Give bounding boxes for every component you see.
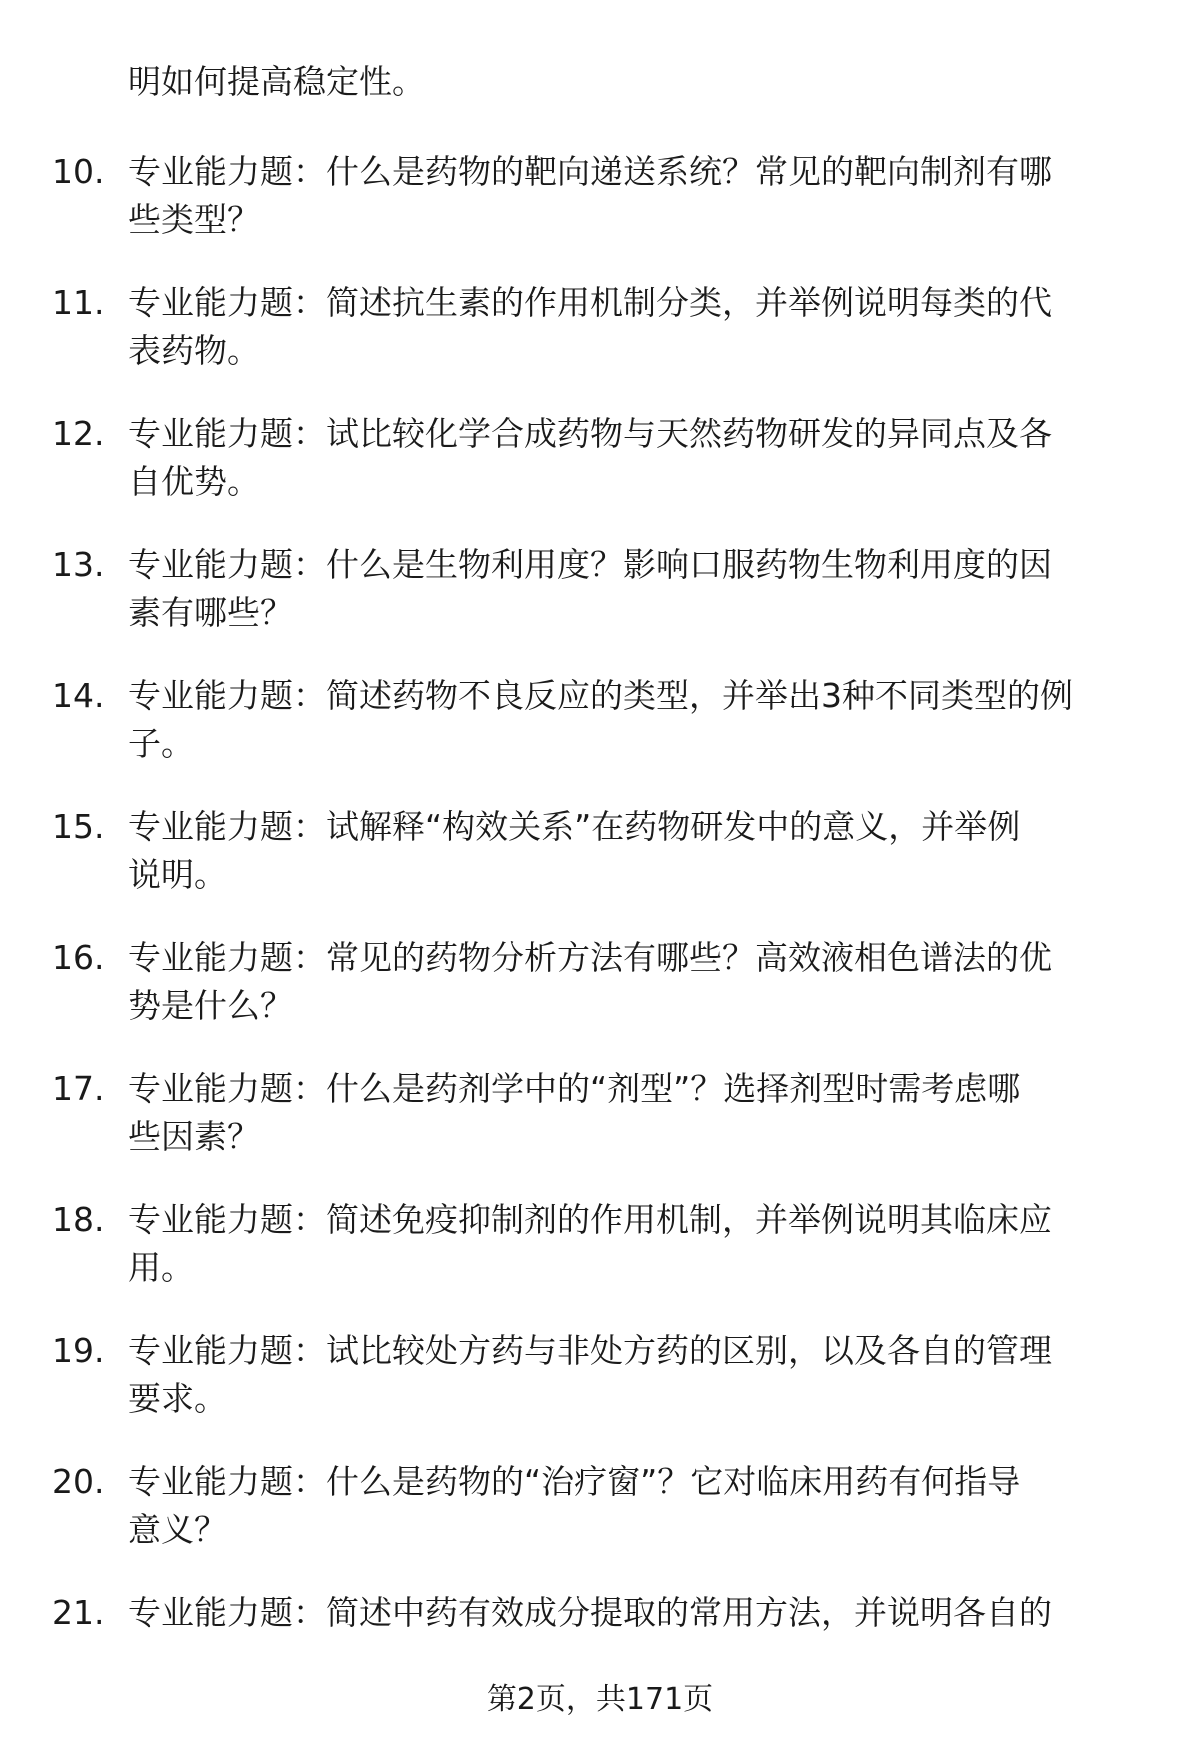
- question-line: 表药物。: [128, 331, 260, 370]
- question-list: [0, 148, 1200, 1720]
- question-text: [128, 279, 1158, 375]
- question-number: 14.: [52, 676, 105, 715]
- question-line: 专业能力题：试比较化学合成药物与天然药物研发的异同点及各: [128, 414, 1052, 453]
- question-line: 意义？: [128, 1510, 227, 1549]
- question-line: 子。: [128, 724, 194, 763]
- question-text: [128, 541, 1158, 637]
- list-item: [0, 1196, 1200, 1327]
- question-line: 专业能力题：简述药物不良反应的类型，并举出3种不同类型的例: [128, 676, 1073, 715]
- question-number: 15.: [52, 807, 105, 846]
- question-line: 专业能力题：简述中药有效成分提取的常用方法，并说明各自的: [128, 1593, 1052, 1632]
- list-item: [0, 279, 1200, 410]
- question-line: 专业能力题：简述抗生素的作用机制分类，并举例说明每类的代: [128, 283, 1052, 322]
- question-number: 21.: [52, 1593, 105, 1632]
- question-line: 说明。: [128, 855, 227, 894]
- question-text: [128, 1327, 1158, 1423]
- question-number: 18.: [52, 1200, 105, 1239]
- question-line: 专业能力题：简述免疫抑制剂的作用机制，并举例说明其临床应: [128, 1200, 1052, 1239]
- question-line: 素有哪些？: [128, 593, 293, 632]
- question-line: 些类型？: [128, 200, 260, 239]
- list-item: [0, 934, 1200, 1065]
- question-line: 用。: [128, 1248, 194, 1287]
- question-line: 专业能力题：什么是药物的“治疗窗”？它对临床用药有何指导: [128, 1462, 1021, 1501]
- question-text: [128, 672, 1158, 768]
- question-text: [128, 1458, 1158, 1554]
- continued-text: 明如何提高稳定性。: [128, 62, 425, 101]
- page-footer: 第2页，共171页: [486, 1682, 714, 1717]
- question-line: 专业能力题：常见的药物分析方法有哪些？高效液相色谱法的优: [128, 938, 1052, 977]
- question-line: 要求。: [128, 1379, 227, 1418]
- list-item: [0, 1327, 1200, 1458]
- question-line: 些因素？: [128, 1117, 260, 1156]
- question-line: 专业能力题：什么是药剂学中的“剂型”？选择剂型时需考虑哪: [128, 1069, 1021, 1108]
- question-number: 11.: [52, 283, 105, 322]
- question-text: [128, 1196, 1158, 1292]
- question-number: 12.: [52, 414, 105, 453]
- list-item: [0, 672, 1200, 803]
- question-text: [128, 1065, 1158, 1161]
- question-text: [128, 148, 1158, 244]
- question-text: [128, 803, 1158, 899]
- question-line: 专业能力题：什么是药物的靶向递送系统？常见的靶向制剂有哪: [128, 152, 1052, 191]
- list-item: [0, 1458, 1200, 1589]
- question-number: 20.: [52, 1462, 105, 1501]
- list-item: [0, 803, 1200, 934]
- list-item: [0, 1065, 1200, 1196]
- question-number: 16.: [52, 938, 105, 977]
- question-line: 专业能力题：试比较处方药与非处方药的区别，以及各自的管理: [128, 1331, 1052, 1370]
- question-text: [128, 934, 1158, 1030]
- question-number: 19.: [52, 1331, 105, 1370]
- question-number: 17.: [52, 1069, 105, 1108]
- question-line: 专业能力题：什么是生物利用度？影响口服药物生物利用度的因: [128, 545, 1052, 584]
- question-line: 势是什么？: [128, 986, 293, 1025]
- question-number: 13.: [52, 545, 105, 584]
- list-item: [0, 148, 1200, 279]
- question-number: 10.: [52, 152, 105, 191]
- question-line: 专业能力题：试解释“构效关系”在药物研发中的意义，并举例: [128, 807, 1021, 846]
- question-text: [128, 410, 1158, 506]
- list-item: [0, 541, 1200, 672]
- question-line: 自优势。: [128, 462, 260, 501]
- list-item: [0, 410, 1200, 541]
- question-text: [128, 1589, 1158, 1637]
